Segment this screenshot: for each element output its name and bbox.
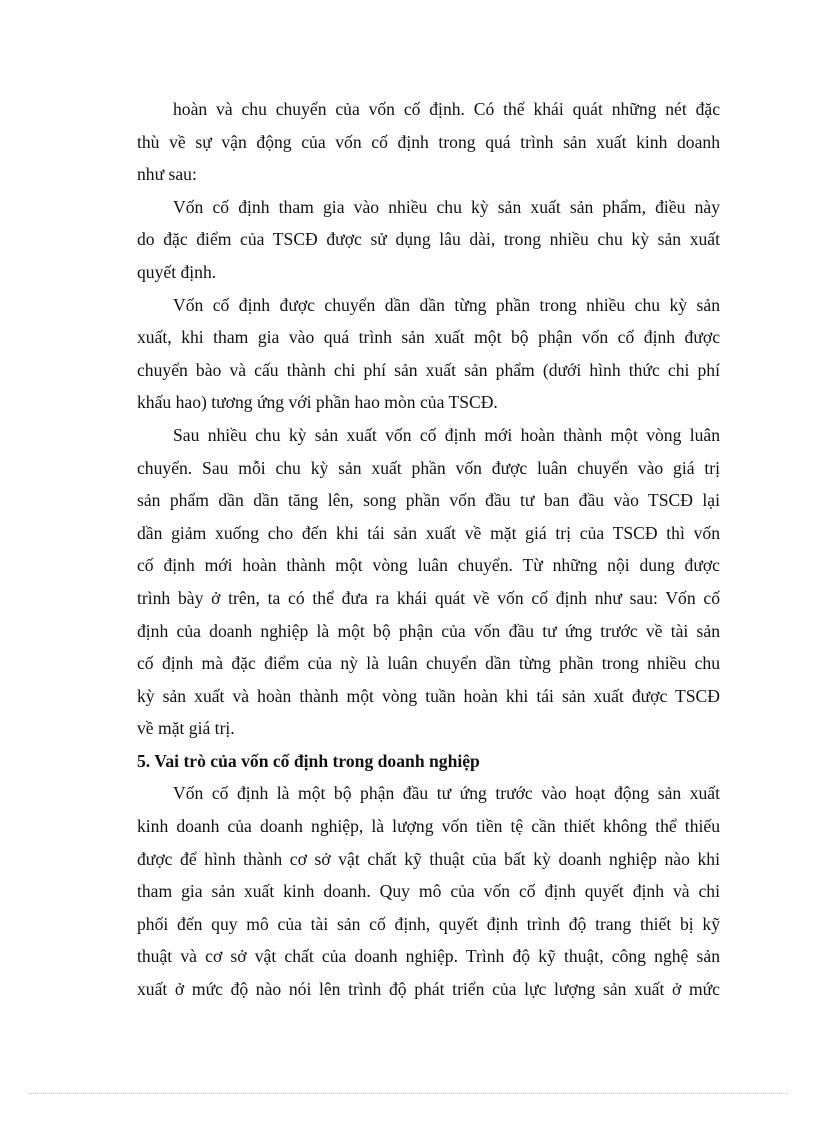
text-line: Sau nhiều chu kỳ sản xuất vốn cố định mới hoàn thành một vòng luân xyxy=(173,424,720,445)
text-line: hoàn và chu chuyển của vốn cố định. Có thể khái quát những nét đặc xyxy=(173,99,720,119)
text-line: khấu hao) tương ứng với phần hao mòn của TSCĐ. xyxy=(137,392,498,413)
body-text xyxy=(137,93,720,1006)
text-line: trình bày ở trên, ta có thể đưa ra khái quát về vốn cố định như sau: Vốn cố xyxy=(137,587,720,608)
text-line: thuật và cơ sở vật chất của doanh nghiệp. Trình độ kỹ thuật, công nghệ sản xyxy=(137,946,720,967)
text-line: phối đến quy mô của tài sản cố định, quyết định trình độ trang thiết bị kỹ xyxy=(137,913,720,934)
text-line: Vốn cố định là một bộ phận đầu tư ứng trước vào hoạt động sản xuất xyxy=(173,783,720,804)
text-line: kỳ sản xuất và hoàn thành một vòng tuần hoàn khi tái sản xuất được TSCĐ xyxy=(137,685,720,706)
section-heading: 5. Vai trò của vốn cố định trong doanh nghiệp xyxy=(137,750,480,771)
text-line: tham gia sản xuất kinh doanh. Quy mô của vốn cố định quyết định và chi xyxy=(137,881,720,902)
text-line: kinh doanh của doanh nghiệp, là lượng vốn tiền tệ cần thiết không thể thiếu xyxy=(137,816,720,837)
text-line: dần giảm xuống cho đến khi tái sản xuất về mặt giá trị của TSCĐ thì vốn xyxy=(137,522,720,543)
text-line: về mặt giá trị. xyxy=(137,718,235,739)
text-line: sản phẩm dần dần tăng lên, song phần vốn đầu tư ban đầu vào TSCĐ lại xyxy=(137,490,720,511)
text-line: được để hình thành cơ sở vật chất kỹ thuật của bất kỳ doanh nghiệp nào khi xyxy=(137,848,720,869)
text-line: định của doanh nghiệp là một bộ phận của vốn đầu tư ứng trước về tài sản xyxy=(137,620,720,641)
text-line: như sau: xyxy=(137,164,197,185)
text-line: cố định mà đặc điểm của nỳ là luân chuyển dần từng phần trong nhiều chu xyxy=(137,653,720,674)
text-line: Vốn cố định tham gia vào nhiều chu kỳ sản xuất sản phẩm, điều này xyxy=(173,196,720,217)
text-line: cố định mới hoàn thành một vòng luân chuyển. Từ những nội dung được xyxy=(137,555,720,576)
text-line: xuất ở mức độ nào nói lên trình độ phát triển của lực lượng sản xuất ở mức xyxy=(137,979,720,1000)
text-line: do đặc điểm của TSCĐ được sử dụng lâu dài, trong nhiều chu kỳ sản xuất xyxy=(137,229,720,250)
text-line: chuyển bào và cấu thành chi phí sản xuất sản phẩm (dưới hình thức chi phí xyxy=(137,359,720,380)
text-line: thù về sự vận động của vốn cố định trong quá trình sản xuất kinh doanh xyxy=(137,131,720,152)
footer-dotted-rule xyxy=(28,1093,788,1094)
text-line: Vốn cố định được chuyển dần dần từng phần trong nhiều chu kỳ sản xyxy=(173,294,720,315)
text-line: quyết định. xyxy=(137,261,217,282)
text-line: chuyển. Sau mỗi chu kỳ sản xuất phần vốn được luân chuyển vào giá trị xyxy=(137,457,720,478)
text-line: xuất, khi tham gia vào quá trình sản xuất một bộ phận vốn cố định được xyxy=(137,327,720,348)
